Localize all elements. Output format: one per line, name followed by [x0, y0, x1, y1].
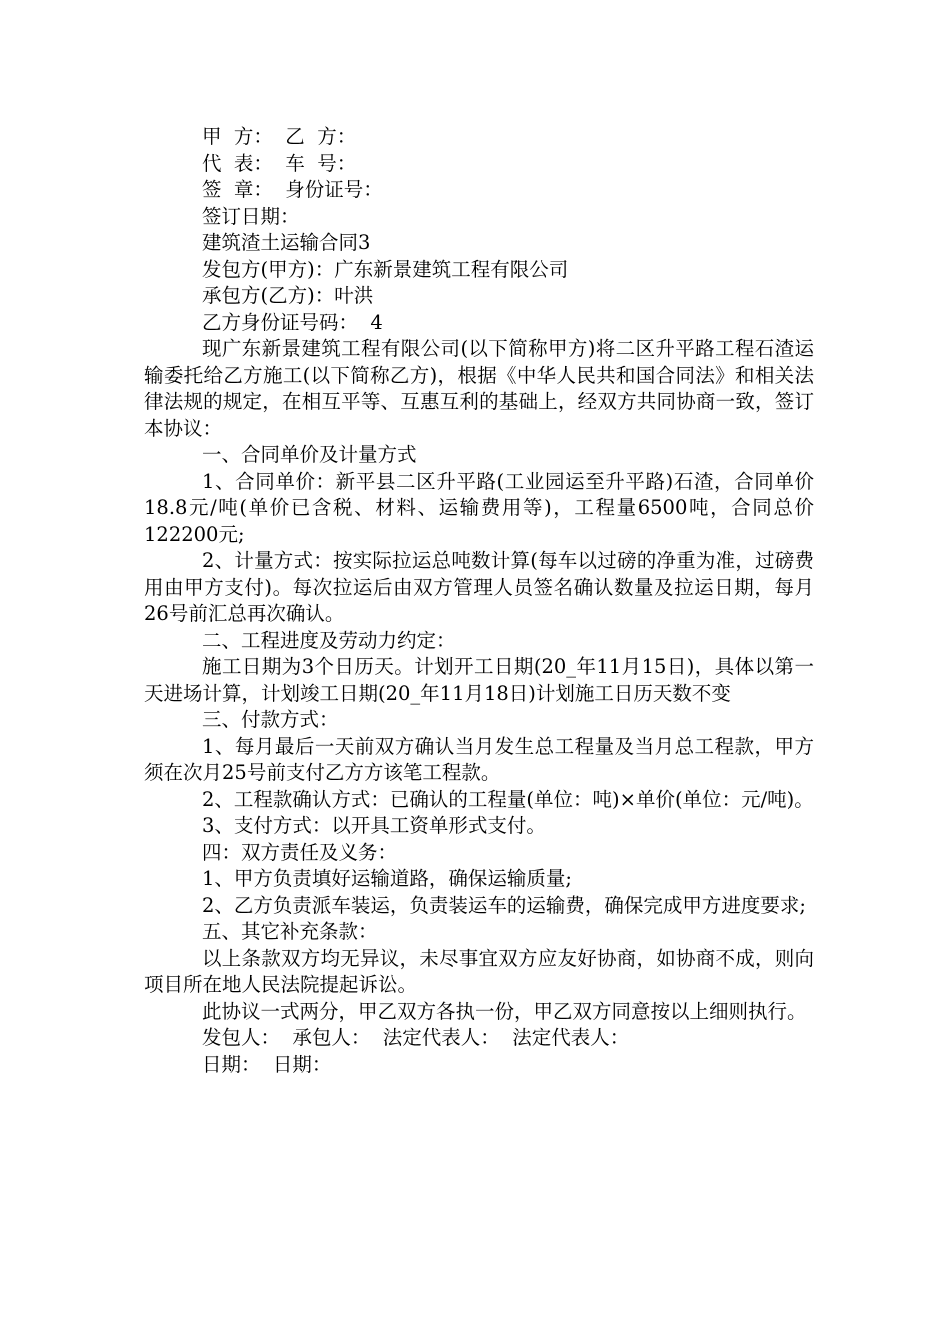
- party-b: 承包方(乙方)：叶洪: [202, 284, 374, 307]
- section5-dispute: 以上条款双方均无异议，未尽事宜双方应友好协商，如协商不成，则向项目所在地人民法院提起诉讼。: [144, 946, 814, 996]
- section-heading-2: 二、工程进度及劳动力约定：: [202, 628, 456, 652]
- sign-line-party: 甲 方： 乙 方：: [202, 125, 357, 148]
- closing-paragraph: 此协议一式两分，甲乙双方各执一份，甲乙双方同意按以上细则执行。: [202, 999, 807, 1023]
- sign-line-seal: 签 章： 身份证号：: [202, 178, 383, 201]
- document-title: 建筑渣土运输合同3: [202, 231, 371, 254]
- date-footer: 日期： 日期：: [202, 1052, 332, 1076]
- section-heading-3: 三、付款方式：: [202, 708, 339, 731]
- section4-party-b-duty: 2、乙方负责派车装运，负责装运车的运输费，确保完成甲方进度要求;: [202, 893, 806, 917]
- intro-paragraph: 现广东新景建筑工程有限公司(以下简称甲方)将二区升平路工程石渣运输委托给乙方施工(以下简称乙方)，根据《中华人民共和国合同法》和相关法律法规的规定，在相互平等、互惠互利的基础上，经双方共同协商一致，签订本协议：: [144, 337, 814, 440]
- section3-confirmation: 2、工程款确认方式：已确认的工程量(单位：吨)×单价(单位：元/吨)。: [202, 787, 814, 811]
- signature-footer: 发包人： 承包人： 法定代表人： 法定代表人：: [202, 1026, 630, 1049]
- party-a: 发包方(甲方)：广东新景建筑工程有限公司: [202, 257, 569, 281]
- section-heading-1: 一、合同单价及计量方式: [202, 443, 417, 466]
- sign-line-date: 签订日期：: [202, 204, 300, 228]
- section2-schedule: 施工日期为3个日历天。计划开工日期(20_年11月15日)，具体以第一天进场计算，计划竣工日期(20_年11月18日)计划施工日历天数不变: [144, 655, 814, 705]
- section1-unit-price: 1、合同单价：新平县二区升平路(工业园运至升平路)石渣，合同单价18.8元/吨(单价已含税、材料、运输费用等)，工程量6500吨，合同总价122200元;: [144, 469, 814, 546]
- section4-party-a-duty: 1、甲方负责填好运输道路，确保运输质量;: [202, 867, 572, 890]
- sign-line-representative: 代 表： 车 号：: [202, 151, 357, 175]
- section-heading-4: 四：双方责任及义务：: [202, 840, 398, 864]
- id-number: 乙方身份证号码： 4: [202, 310, 383, 334]
- section-heading-5: 五、其它补充条款：: [202, 920, 378, 943]
- section1-measurement: 2、计量方式：按实际拉运总吨数计算(每车以过磅的净重为准，过磅费用由甲方支付)。每次拉运后由双方管理人员签名确认数量及拉运日期，每月26号前汇总再次确认。: [144, 549, 814, 625]
- section3-method: 3、支付方式：以开具工资单形式支付。: [202, 814, 546, 837]
- section3-monthly-payment: 1、每月最后一天前双方确认当月发生总工程量及当月总工程款，甲方须在次月25号前支付乙方方该笔工程款。: [144, 734, 814, 784]
- contract-document: [144, 124, 814, 1078]
